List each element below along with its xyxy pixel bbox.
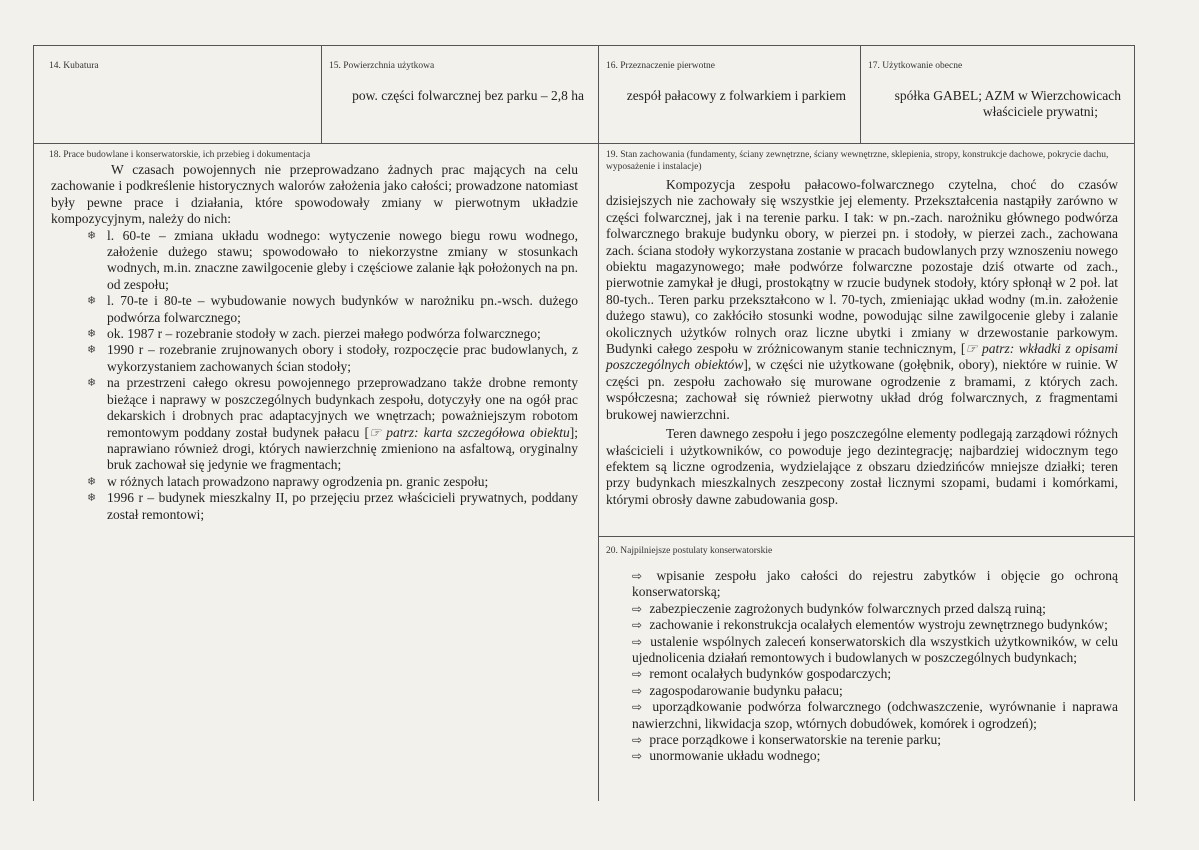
field-16-przeznaczenie: [599, 46, 860, 143]
field-14-kubatura: [34, 46, 321, 143]
list-item-text: zabezpieczenie zagrożonych budynków folwarcznych przed dalszą ruiną;: [649, 600, 1046, 616]
field-label: 14. Kubatura: [49, 61, 99, 71]
list-item-text: ]; naprawiano również drogi, których nawierzchnię zmieniono na asfaltową, oryginalny bruk zachował się jedynie we fragmentach;: [107, 424, 579, 473]
list-item-text: na przestrzeni całego okresu powojennego przeprowadzano także drobne remonty bieżące i naprawy w poszczególnych budynkach zespołu, dotyczyły one na ogół prac dekarskich i drobnych prac adaptacyjnych we wnętrzach; poważniejszym robotom remontowym poddany został budynek pałacu [: [107, 375, 578, 440]
list-item: [87, 293, 578, 326]
arrow-right-icon: ⇨: [632, 601, 643, 616]
list-item: [632, 601, 1118, 617]
arrow-right-icon: ⇨: [632, 618, 643, 633]
section-19-stan: [599, 144, 1134, 536]
list-item: [87, 473, 578, 490]
snowflake-icon: ❄: [87, 295, 97, 308]
list-item: [632, 732, 1118, 748]
list-item-text: l. 70-te i 80-te – wybudowanie nowych budynków w narożniku pn.-wsch. dużego podwórza folwarcznego;: [107, 293, 578, 325]
section-18-prace: [34, 144, 598, 801]
cross-reference: ☞ patrz: wkładki z opisami poszczególnych obiektów: [606, 341, 1119, 373]
list-item: [87, 342, 578, 375]
list-item: [87, 227, 578, 294]
list-item: [87, 326, 578, 342]
arrow-right-icon: ⇨: [632, 749, 643, 764]
list-item-text: zagospodarowanie budynku pałacu;: [649, 682, 843, 698]
field-15-powierzchnia: [322, 46, 598, 143]
list-item: [632, 666, 1118, 682]
arrow-right-icon: ⇨: [632, 683, 643, 698]
list-item-text: 1990 r – rozebranie zrujnowanych obory i stodoły, rozpoczęcie prac budowlanych, z wykorzystaniem zachowanych ścian stodoły;: [107, 342, 578, 374]
field-value: spółka GABEL; AZM w Wierzchowicach: [894, 88, 1121, 103]
field-17-uzytkowanie: [861, 46, 1134, 143]
arrow-right-icon: ⇨: [632, 569, 643, 583]
list-item-text: ok. 1987 r – rozebranie stodoły w zach. pierzei małego podwórza folwarcznego;: [107, 326, 541, 342]
arrow-right-icon: ⇨: [632, 700, 643, 715]
list-item: [632, 617, 1118, 633]
snowflake-icon: ❄: [87, 344, 97, 357]
cross-reference: ☞ patrz: karta szczegółowa obiektu: [369, 424, 570, 440]
list-item-text: uporządkowanie podwórza folwarcznego (odchwaszczenie, wyrównanie i naprawa nawierzchni, likwidacja szop, wtórnych dobudówek, komórek i ogrodzeń);: [632, 699, 1119, 731]
snowflake-icon: ❄: [87, 377, 97, 390]
section-label: 20. Najpilniejsze postulaty konserwatorskie: [606, 546, 773, 556]
section-18-list: [49, 228, 578, 523]
section-19-paragraph-1: [606, 177, 1118, 423]
paragraph-text: ], w części nie użytkowane (gołębnik, obory), niektóre w ruinie. W części pn. zespołu zachowało się murowane ogrodzenie z bramami, z których zach. współczesna; zachował się również pierwotny układ dróg folwarcznych, z fragmentami brukowej nawierzchni.: [606, 357, 1118, 422]
snowflake-icon: ❄: [87, 229, 97, 242]
list-item: [87, 490, 578, 523]
list-item-text: wpisanie zespołu jako całości do rejestru zabytków i objęcie go ochroną konserwatorską;: [632, 568, 1119, 600]
snowflake-icon: ❄: [87, 492, 97, 505]
list-item: [632, 699, 1118, 732]
arrow-right-icon: ⇨: [632, 733, 643, 748]
snowflake-icon: ❄: [87, 475, 97, 488]
list-item-text: zachowanie i rekonstrukcja ocalałych elementów wystroju zewnętrznego budynków;: [649, 617, 1108, 633]
section-label: 18. Prace budowlane i konserwatorskie, ich przebieg i dokumentacja: [49, 150, 311, 160]
list-item: [87, 375, 579, 473]
list-item-text: ustalenie wspólnych zaleceń konserwatorskich dla wszystkich użytkowników, w celu ujednolicenia działań remontowych i budowlanych w poszczególnych budynkach;: [632, 633, 1118, 666]
list-item-text: 1996 r – budynek mieszkalny II, po przejęciu przez właścicieli prywatnych, poddany został remontowi;: [107, 490, 578, 522]
section-20-postulaty: [599, 537, 1134, 801]
list-item: [632, 683, 1118, 699]
section-18-intro: W czasach powojennych nie przeprowadzano żadnych prac mających na celu zachowanie i podkreślenie historycznych walorów założenia jako całości; prowadzone natomiast były pewne prace i działania, które spowodowały zmiany w pierwotnym układzie kompozycyjnym, należy do nich:: [51, 162, 578, 227]
field-value: właściciele prywatni;: [982, 104, 1098, 119]
snowflake-icon: ❄: [87, 328, 97, 341]
list-item: [632, 568, 1118, 601]
section-20-list: [606, 568, 1118, 765]
field-label: 15. Powierzchnia użytkowa: [329, 61, 435, 71]
list-item-text: remont ocalałych budynków gospodarczych;: [649, 666, 892, 682]
paragraph-text: Kompozycja zespołu pałacowo-folwarcznego czytelna, choć do czasów dzisiejszych nie zachowały się wszystkie jej elementy. Przekształcenia nastąpiły zarówno w części folwarcznej, jak i na terenie parku. I tak: w pn.-zach. narożniku głównego podwórza folwarcznego brakuje budynku obory, w pierzei pn. i stodoły, w pierzei zach., zachowana zach. ściana stodoły wykorzystana zostanie w pracach budowlanych przy wznoszeniu nowego obiektu magazynowego; małe podwórze folwarczne pozostaje dziś otwarte od zach., pierwotnie zamykał je długi, prostokątny w rzucie budynek stodoły, który spłonął w 2 poł. lat 80-tych.. Teren parku przekształcono w l. 70-tych, zmieniając układ wodny (m.in. założenie dużego stawu), co zakłóciło stosunki wodne, powodując silne zawilgocenie gleby i zalanie okolicznych użytków rolnych oraz liczne ubytki i zmiany w drzewostanie parkowym. Budynki całego zespołu w zróżnicowanym stanie technicznym, [: [606, 177, 1118, 357]
field-value: pow. części folwarcznej bez parku – 2,8 ha: [352, 88, 584, 103]
list-item-text: l. 60-te – zmiana układu wodnego: wytyczenie nowego biegu rowu wodnego, założenie dużego stawu; spowodowało to niekorzystne zmiany w stosunkach wodnych, m.in. znaczne zawilgocenie gleby i częściowe zalanie łąk położonych na pn. od zespołu;: [107, 227, 578, 292]
list-item: [632, 748, 1118, 764]
list-item-text: w różnych latach prowadzono naprawy ogrodzenia pn. granic zespołu;: [107, 473, 489, 489]
field-value: zespół pałacowy z folwarkiem i parkiem: [626, 88, 846, 103]
form-sheet: [33, 45, 1135, 801]
field-label: 16. Przeznaczenie pierwotne: [606, 61, 715, 71]
list-item: [632, 634, 1118, 667]
section-19-paragraph-2: Teren dawnego zespołu i jego poszczególne elementy podlegają zarządowi różnych właścicieli i użytkowników, co powoduje jego dezintegrację; najbardziej widocznym tego efektem są liczne ogrodzenia, wydzielające z obszaru dziedzińców mniejsze działki; teren przy budynkach mieszkalnych zeszpecony został licznymi szopami, budami i komórkami, którymi obrosły dawne zabudowania gosp.: [606, 426, 1118, 507]
list-item-text: unormowanie układu wodnego;: [649, 748, 821, 764]
arrow-right-icon: ⇨: [632, 634, 643, 649]
list-item-text: prace porządkowe i konserwatorskie na terenie parku;: [649, 732, 941, 748]
field-label: 17. Użytkowanie obecne: [868, 61, 963, 71]
section-label: 19. Stan zachowania (fundamenty, ściany zewnętrzne, ściany wewnętrzne, sklepienia, stropy, konstrukcje dachowe, pokrycie dachu, wyposażenie i instalacje): [606, 150, 1109, 172]
arrow-right-icon: ⇨: [632, 667, 643, 682]
